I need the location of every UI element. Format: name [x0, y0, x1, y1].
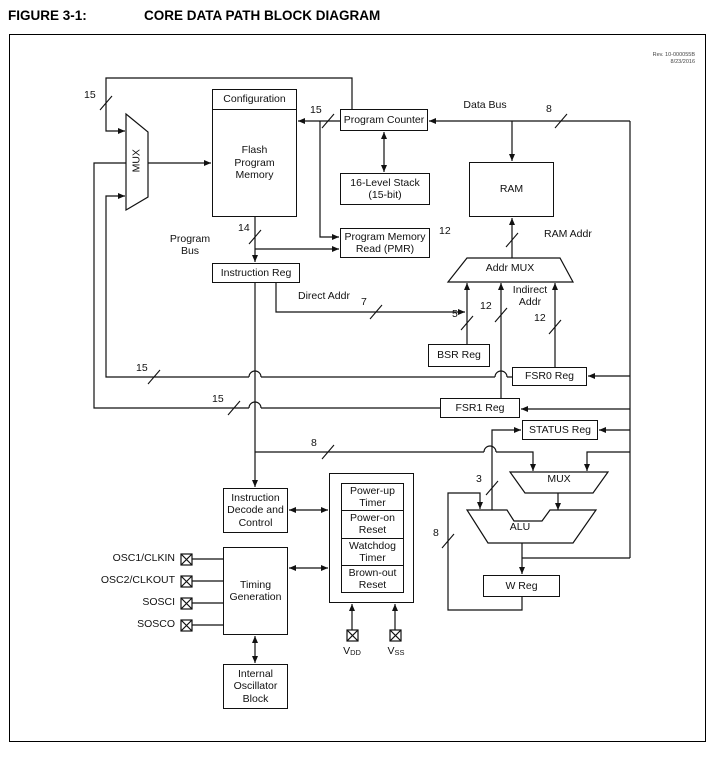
indirect-addr-label [504, 285, 556, 308]
instruction-decode-block [223, 488, 288, 533]
block-label: STATUS Reg [528, 423, 592, 436]
bus-width-label: 12 [534, 312, 546, 324]
timing-generation-block [223, 547, 288, 635]
wire-bus-to-mux [587, 452, 630, 471]
stack-block [340, 173, 430, 205]
bus-width-label: 15 [84, 89, 96, 101]
osc2-pin-icon [181, 576, 192, 587]
flash-program-memory-block [212, 109, 297, 217]
block-label: Instruction Reg [220, 266, 292, 279]
bus-width-label: 12 [480, 300, 492, 312]
figure-title: CORE DATA PATH BLOCK DIAGRAM [144, 8, 381, 23]
block-label-line: Timer [359, 497, 386, 510]
alu-label: ALU [509, 521, 531, 533]
block-label: Program Counter [343, 113, 425, 126]
block-label-line: 16-Level Stack [350, 176, 420, 189]
block-label-line: Internal [237, 667, 274, 680]
vss-pin-icon [390, 630, 401, 641]
block-label-line: (15-bit) [368, 189, 402, 201]
block-label-line: Power-on [350, 512, 395, 525]
block-label: FSR1 Reg [455, 401, 505, 414]
sosco-pin-label: SOSCO [137, 618, 175, 630]
osc1-pin-icon [181, 554, 192, 565]
power-up-timer-block [342, 484, 403, 511]
bus-width-label: 5 [452, 308, 458, 320]
ram-addr-label: RAM Addr [544, 228, 592, 240]
block-label: FSR0 Reg [524, 370, 575, 383]
label-line: Bus [180, 244, 200, 257]
ram-block [469, 162, 554, 217]
bus-width-label: 15 [136, 362, 148, 374]
label-base: V [387, 645, 395, 657]
bus-width-label: 8 [546, 103, 552, 115]
block-label-line: Program Memory [344, 230, 426, 243]
block-label: W Reg [505, 579, 538, 592]
bus-width-label: 8 [433, 527, 439, 539]
watchdog-timer-block [342, 539, 403, 566]
label-sub: SS [394, 648, 405, 657]
sosco-pin-icon [181, 620, 192, 631]
program-bus-label [158, 234, 222, 257]
wire-literal-to-mux [255, 452, 533, 471]
bsr-reg-block [428, 344, 490, 367]
timers-stack [341, 483, 404, 593]
block-label-line: Timing [239, 578, 272, 591]
vss-pin-label [374, 646, 418, 659]
bus-width-label: 12 [439, 225, 451, 237]
block-label-line: Decode and [227, 504, 284, 517]
wire-pc-to-pmr [320, 121, 339, 237]
configuration-block [212, 89, 297, 110]
label-sub: DD [350, 648, 361, 657]
data-bus-label: Data Bus [463, 99, 507, 111]
w-reg-block [483, 575, 560, 597]
revision-line1: Rev. 10-000055B [652, 52, 695, 58]
fsr1-reg-block [440, 398, 520, 418]
vdd-pin-icon [347, 630, 358, 641]
bus-width-label: 7 [361, 296, 367, 308]
block-label-line: Instruction [231, 491, 280, 504]
program-memory-read-block [340, 228, 430, 258]
direct-addr-label: Direct Addr [298, 290, 350, 302]
wire-status-alu-flags [492, 430, 521, 510]
program-mux-label: MUX [130, 149, 143, 173]
bus-width-label: 15 [212, 393, 224, 405]
program-counter-block [340, 109, 428, 131]
label-base: V [343, 645, 351, 657]
block-label-line: Program [234, 156, 275, 169]
brown-out-reset-block [342, 566, 403, 592]
label-line: Addr [518, 295, 542, 308]
wire-pin-connectors [192, 559, 223, 625]
block-label-line: Power-up [350, 485, 395, 498]
sosci-pin-icon [181, 598, 192, 609]
figure-label: FIGURE 3-1: [8, 8, 87, 23]
block-label-line: Brown-out [348, 566, 397, 579]
osc1-pin-label: OSC1/CLKIN [112, 552, 175, 564]
internal-oscillator-block [223, 664, 288, 709]
label-line: Indirect [512, 284, 548, 296]
block-label-line: Watchdog [349, 539, 396, 552]
bus-width-label: 3 [476, 473, 482, 485]
alu-mux-label: MUX [547, 473, 571, 485]
block-label-line: Control [238, 516, 273, 529]
power-on-reset-block [342, 511, 403, 538]
block-label-line: Timer [359, 551, 386, 564]
block-label-line: Reset [358, 524, 387, 537]
sosci-pin-label: SOSCI [142, 596, 175, 608]
status-reg-block [522, 420, 598, 440]
bus-width-label: 15 [310, 104, 322, 116]
block-label-line: Block [242, 692, 269, 705]
osc2-pin-label: OSC2/CLKOUT [100, 574, 175, 586]
revision-line2: 8/23/2016 [670, 59, 695, 65]
bus-width-label: 8 [311, 437, 317, 449]
bus-width-label: 14 [238, 222, 250, 234]
block-label-line: Generation [229, 591, 282, 603]
block-label-line: Oscillator [233, 680, 278, 693]
vdd-pin-label [330, 646, 374, 659]
addr-mux-label: Addr MUX [485, 262, 535, 274]
label-line: Program [169, 233, 211, 245]
block-label-line: Reset [358, 578, 387, 591]
fsr0-reg-block [512, 367, 587, 386]
block-label-line: Memory [235, 169, 274, 182]
block-label: RAM [499, 183, 524, 196]
block-label-line: Read (PMR) [355, 243, 415, 255]
block-label: BSR Reg [437, 349, 481, 362]
block-label: Configuration [223, 93, 286, 106]
instruction-reg-block [212, 263, 300, 283]
block-label-line: Flash [241, 144, 268, 157]
